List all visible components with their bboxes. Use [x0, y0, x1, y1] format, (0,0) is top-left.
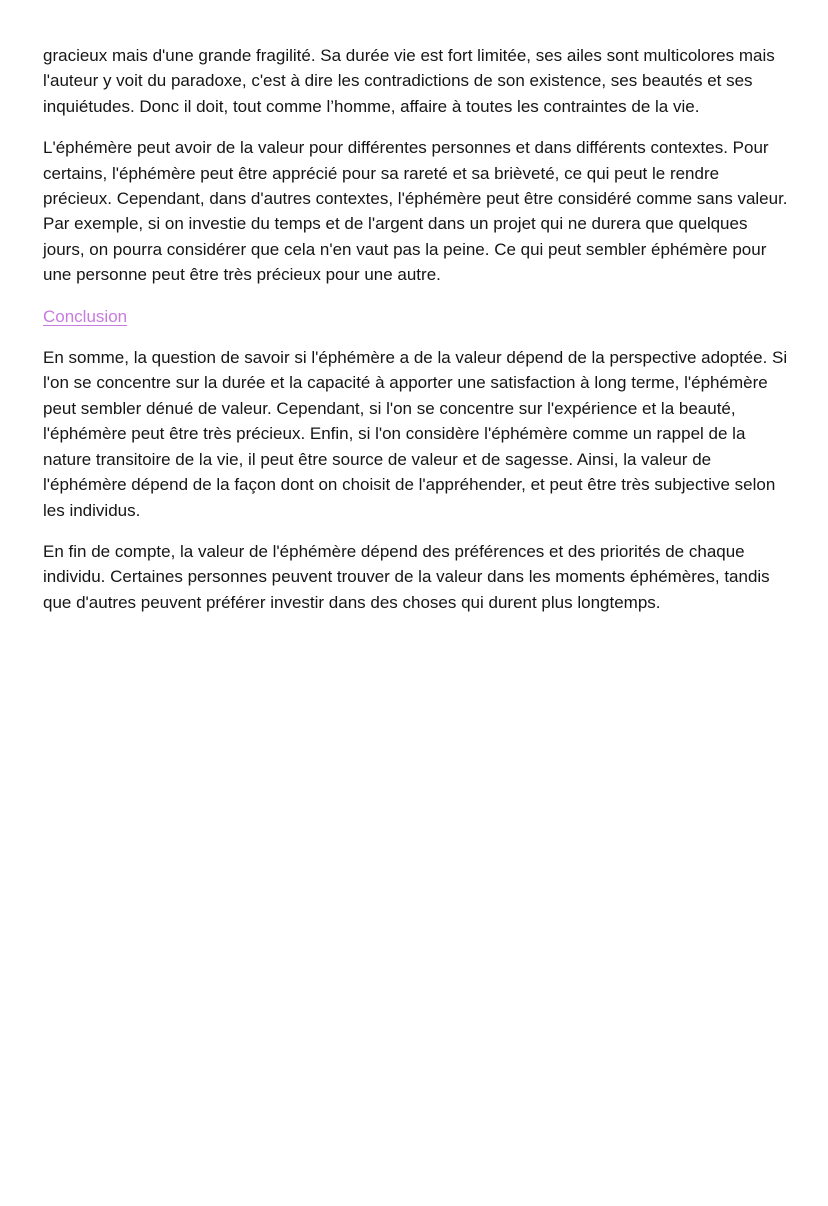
document-body [43, 43, 788, 631]
paragraph-perspective: En somme, la question de savoir si l'éphémère a de la valeur dépend de la perspective adoptée. Si l'on se concentre sur la durée et la capacité à apporter une satisfaction à long terme, l'éphémère peut sembler dénué de valeur. Cependant, si l'on se concentre sur l'expérience et la beauté, l'éphémère peut être très précieux. Enfin, si l'on considère l'éphémère comme un rappel de la nature transitoire de la vie, il peut être source de valeur et de sagesse. Ainsi, la valeur de l'éphémère dépend de la façon dont on choisit de l'appréhender, et peut être très subjective selon les individus. [43, 348, 788, 520]
paragraph-final: En fin de compte, la valeur de l'éphémère dépend des préférences et des priorités de chaque individu. Certaines personnes peuvent trouver de la valeur dans les moments éphémères, tandis que d'autres peuvent préférer investir dans des choses qui durent plus longtemps. [43, 541, 770, 612]
conclusion-heading-link[interactable]: Conclusion [43, 306, 128, 326]
paragraph-fragility: gracieux mais d'une grande fragilité. Sa durée vie est fort limitée, ses ailes sont multicolores mais l'auteur y voit du paradoxe, c'est à dire les contradictions de son existence, ses beautés et ses inquiétudes. Donc il doit, tout comme l’homme, affaire à toutes les contraintes de la vie. [43, 46, 775, 116]
paragraph-value-contexts: L'éphémère peut avoir de la valeur pour différentes personnes et dans différents contextes. Pour certains, l'éphémère peut être apprécié pour sa rareté et sa brièveté, ce qui peut le rendre précieux. Cependant, dans d'autres contextes, l'éphémère peut être considéré comme sans valeur. Par exemple, si on investie du temps et de l'argent dans un projet qui ne durera que quelques jours, on pourra considérer que cela n'en vaut pas la peine. Ce qui peut sembler éphémère pour une personne peut être très précieux pour une autre. [43, 138, 788, 285]
